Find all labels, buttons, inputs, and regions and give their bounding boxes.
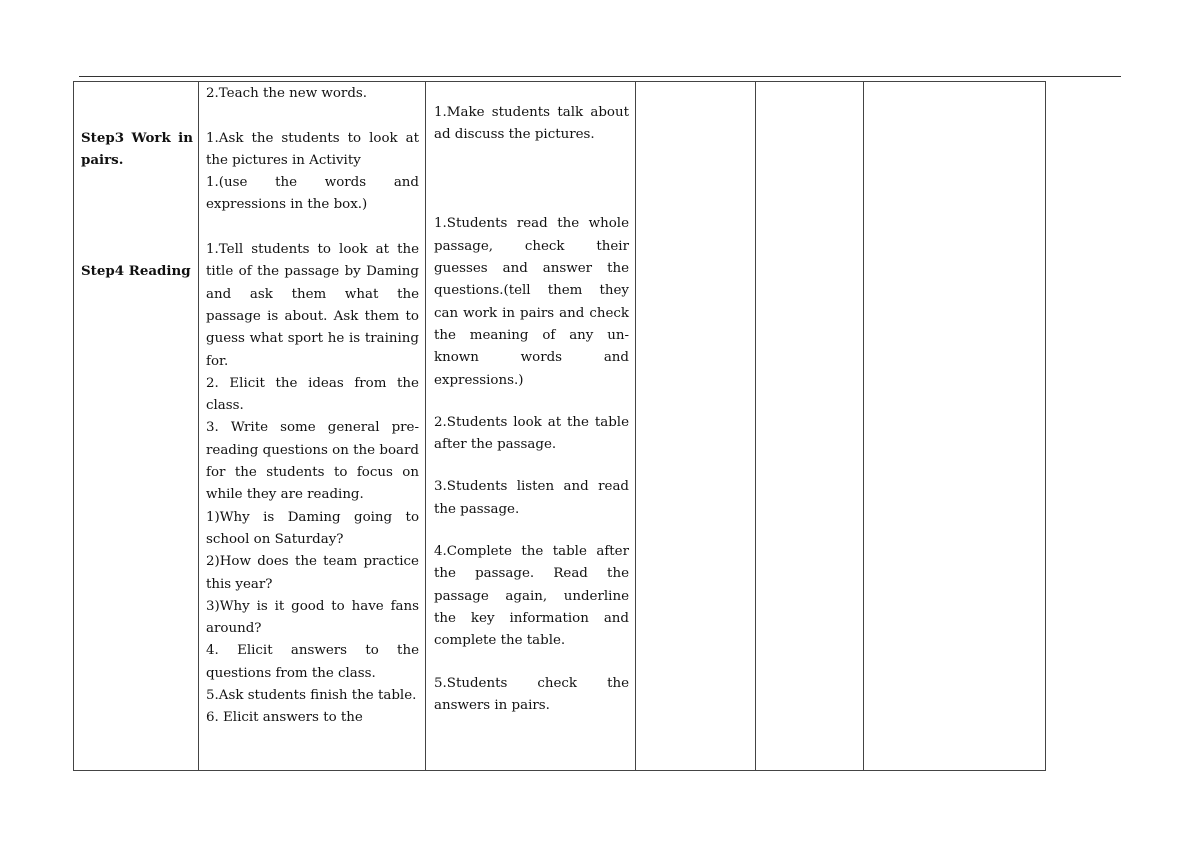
step3-teacher-text-1: 1.Ask the students to look at the pictures in Activity xyxy=(206,130,419,168)
step4-teacher-item-4: 4. Elicit answers to the questions from the class. xyxy=(206,643,419,681)
question-1: 1)Why is Daming going to school on Saturday? xyxy=(206,509,419,547)
step4-teacher-item-3: 3. Write some general pre-reading questions on the board for the students to focus on while they are reading. xyxy=(206,420,419,503)
teach-words-text: 2.Teach the new words. xyxy=(206,86,368,101)
empty-cell-4 xyxy=(636,82,756,771)
step-column-cell xyxy=(74,82,199,771)
question-2: 2)How does the team practice this year? xyxy=(206,554,419,592)
step4-student-item-3: 3.Students listen and read the passage. xyxy=(434,479,629,517)
step4-teacher-item-1: 1.Tell students to look at the title of the passage by Daming and ask them what the passage is about. Ask them to guess what sport he is training for. xyxy=(206,242,419,369)
question-3: 3)Why is it good to have fans around? xyxy=(206,598,419,637)
step3-teacher-text-2: 1.(use the words and expressions in the box.) xyxy=(206,175,419,213)
teacher-activity-cell xyxy=(199,82,426,771)
step4-teacher-item-6: 6. Elicit answers to the xyxy=(206,710,363,726)
lesson-plan-table xyxy=(73,81,1046,771)
step4-label: Step4 Reading xyxy=(81,263,191,279)
step4-teacher-item-5: 5.Ask students finish the table. xyxy=(206,688,417,704)
step3-student-text: 1.Make students talk about ad discuss the pictures. xyxy=(434,105,629,143)
empty-cell-6 xyxy=(864,82,1046,771)
step4-student-item-4: 4.Complete the table after the passage. Read the passage again, underline the key information and complete the table. xyxy=(434,544,629,649)
step4-student-item-1: 1.Students read the whole passage, check their guesses and answer the questions.(tell them they can work in pairs and check the meaning of any un-known words and expressions.) xyxy=(434,216,629,388)
top-rule xyxy=(79,76,1121,77)
step4-student-item-2: 2.Students look at the table after the passage. xyxy=(434,414,629,453)
empty-cell-5 xyxy=(756,82,864,771)
table-row xyxy=(74,82,1046,771)
step4-teacher-item-2: 2. Elicit the ideas from the class. xyxy=(206,375,419,414)
step3-label: Step3 Work in pairs. xyxy=(81,130,193,169)
student-activity-cell xyxy=(426,82,636,771)
step4-student-item-5: 5.Students check the answers in pairs. xyxy=(434,675,629,713)
